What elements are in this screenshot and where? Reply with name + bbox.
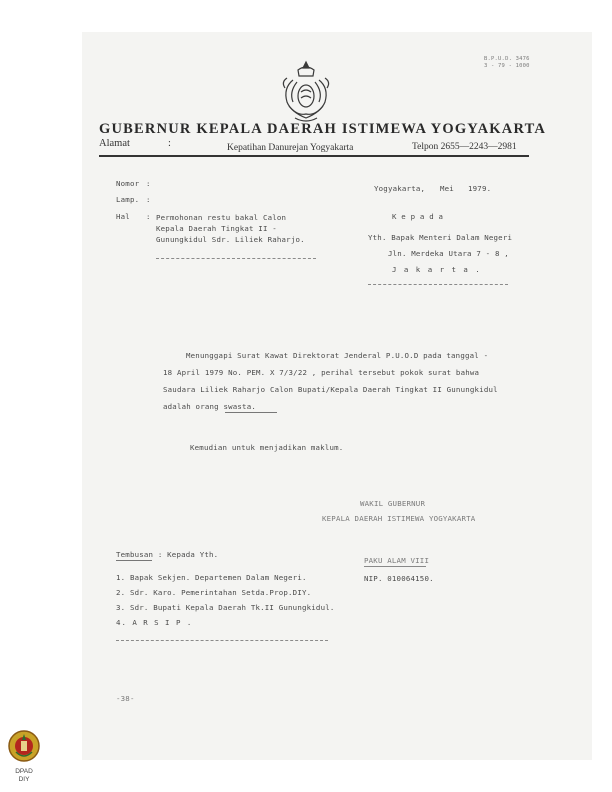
recipient-address: Jln. Merdeka Utara 7 - 8 , bbox=[388, 249, 509, 258]
archive-logo-line2: DIY bbox=[18, 776, 30, 783]
lamp-colon: : bbox=[146, 195, 151, 204]
archive-logo-line1: DPAD bbox=[15, 768, 33, 775]
address-colon: : bbox=[168, 138, 171, 149]
tembusan-header: Tembusan : Kepada Yth. bbox=[116, 550, 219, 559]
tembusan-item: 1. Bapak Sekjen. Departemen Dalam Negeri. bbox=[116, 573, 307, 582]
signature-name-underline bbox=[364, 566, 426, 567]
hal-label: Hal bbox=[116, 212, 130, 221]
date-month: Mei bbox=[440, 184, 454, 193]
tembusan-item: 3. Sdr. Bupati Kepala Daerah Tk.II Gunungkidul. bbox=[116, 603, 335, 612]
lamp-label: Lamp. bbox=[116, 195, 140, 204]
date-place: Yogyakarta, bbox=[374, 184, 426, 193]
phone-number: Telpon 2655—2243—2981 bbox=[412, 142, 517, 152]
address-value: Kepatihan Danurejan Yogyakarta bbox=[227, 143, 354, 153]
corner-ref-line1: B.P.U.D. 3476 bbox=[484, 56, 530, 62]
tembusan-bottom-rule bbox=[116, 640, 328, 641]
letterhead-title: GUBERNUR KEPALA DAERAH ISTIMEWA YOGYAKARTA bbox=[99, 121, 547, 137]
hal-value-line: Permohonan restu bakal Calon bbox=[156, 213, 287, 222]
recipient-name: Yth. Bapak Menteri Dalam Negeri bbox=[368, 233, 513, 242]
signature-title-2: KEPALA DAERAH ISTIMEWA YOGYAKARTA bbox=[322, 514, 476, 523]
body-closing: Kemudian untuk menjadikan maklum. bbox=[190, 443, 344, 452]
emphasis-underline bbox=[225, 412, 277, 413]
royal-crest-emblem bbox=[279, 58, 333, 126]
date-year: 1979. bbox=[468, 184, 492, 193]
hal-colon: : bbox=[146, 212, 151, 221]
nomor-colon: : bbox=[146, 179, 151, 188]
archive-logo-text bbox=[9, 768, 39, 784]
signature-name: PAKU ALAM VIII bbox=[364, 556, 430, 565]
body-line: Menunggapi Surat Kawat Direktorat Jenderal P.U.O.D pada tanggal - bbox=[186, 351, 489, 360]
page-footer-mark: -38- bbox=[116, 694, 135, 703]
hal-value bbox=[156, 212, 305, 245]
letterhead-rule bbox=[99, 155, 529, 157]
recipient-city: J a k a r t a . bbox=[392, 265, 482, 274]
address-label: Alamat bbox=[99, 138, 130, 149]
recipient-kepada: K e p a d a bbox=[392, 212, 444, 221]
recipient-underline bbox=[368, 284, 508, 285]
body-line: 18 April 1979 No. PEM. X 7/3/22 , perihal tersebut pokok surat bahwa bbox=[163, 368, 480, 377]
tembusan-underline bbox=[116, 560, 152, 561]
hal-value-line: Gunungkidul Sdr. Liliek Raharjo. bbox=[156, 235, 305, 244]
archive-logo-emblem bbox=[6, 726, 42, 766]
tembusan-item: 2. Sdr. Karo. Pemerintahan Setda.Prop.DIY. bbox=[116, 588, 312, 597]
hal-value-line: Kepala Daerah Tingkat II - bbox=[156, 224, 277, 233]
corner-ref-line2: 3 - 79 - 1000 bbox=[484, 63, 530, 69]
signature-nip: NIP. 010064150. bbox=[364, 574, 434, 583]
body-line: Saudara Liliek Raharjo Calon Bupati/Kepala Daerah Tingkat II Gunungkidul bbox=[163, 385, 498, 394]
signature-title-1: WAKIL GUBERNUR bbox=[360, 499, 426, 508]
corner-reference bbox=[484, 56, 530, 70]
hal-underline bbox=[156, 258, 316, 259]
nomor-label: Nomor bbox=[116, 179, 140, 188]
body-line: adalah orang swasta. bbox=[163, 402, 256, 411]
tembusan-item: 4. A R S I P . bbox=[116, 618, 193, 627]
